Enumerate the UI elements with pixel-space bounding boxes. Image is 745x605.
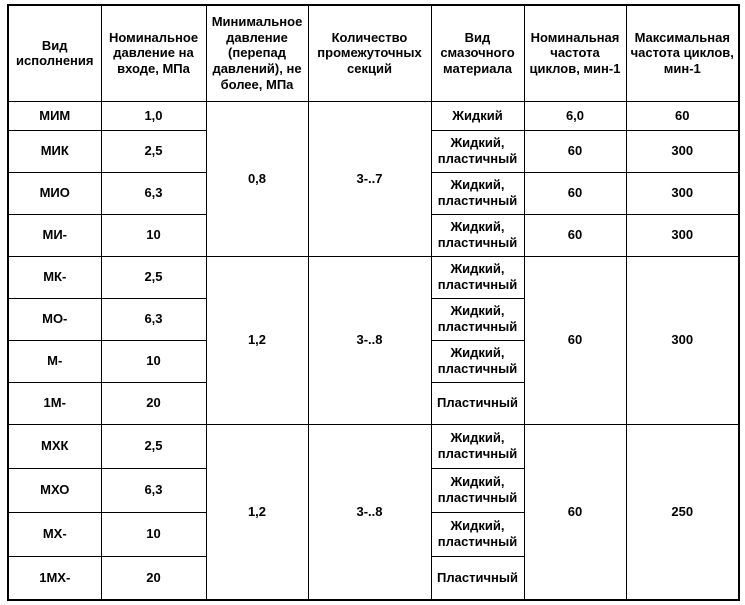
lubricant-cell: Жидкий, пластичный xyxy=(431,172,524,214)
lubricant-cell: Жидкий, пластичный xyxy=(431,130,524,172)
pressure-cell: 6,3 xyxy=(101,298,206,340)
lubricant-cell: Жидкий, пластичный xyxy=(431,424,524,468)
model-cell: МХК xyxy=(8,424,101,468)
model-cell: МХ- xyxy=(8,512,101,556)
nominal-freq-cell: 60 xyxy=(524,424,626,600)
pressure-cell: 20 xyxy=(101,556,206,600)
header-nominal-frequency: Номинальная частота циклов, мин-1 xyxy=(524,5,626,101)
pressure-cell: 20 xyxy=(101,382,206,424)
model-cell: МО- xyxy=(8,298,101,340)
model-cell: 1МХ- xyxy=(8,556,101,600)
min-pressure-cell: 1,2 xyxy=(206,256,308,424)
model-cell: МК- xyxy=(8,256,101,298)
sections-cell: 3-..8 xyxy=(308,424,431,600)
min-pressure-cell: 0,8 xyxy=(206,101,308,256)
lubricant-cell: Жидкий xyxy=(431,101,524,130)
nominal-freq-cell: 60 xyxy=(524,130,626,172)
model-cell: МИ- xyxy=(8,214,101,256)
max-freq-cell: 60 xyxy=(626,101,739,130)
lubricant-cell: Жидкий, пластичный xyxy=(431,298,524,340)
table-row xyxy=(8,101,739,130)
pressure-cell: 10 xyxy=(101,512,206,556)
header-min-pressure: Минимальное давление (перепад давлений), не более, МПа xyxy=(206,5,308,101)
table-row xyxy=(8,424,739,468)
header-sections-count: Количество промежуточных секций xyxy=(308,5,431,101)
lubricant-cell: Жидкий, пластичный xyxy=(431,214,524,256)
nominal-freq-cell: 60 xyxy=(524,172,626,214)
max-freq-cell: 300 xyxy=(626,256,739,424)
pressure-cell: 10 xyxy=(101,340,206,382)
model-cell: МИМ xyxy=(8,101,101,130)
header-execution-type: Вид исполнения xyxy=(8,5,101,101)
sections-cell: 3-..8 xyxy=(308,256,431,424)
table-row xyxy=(8,256,739,298)
lubricant-cell: Жидкий, пластичный xyxy=(431,256,524,298)
model-cell: МХО xyxy=(8,468,101,512)
model-cell: МИО xyxy=(8,172,101,214)
max-freq-cell: 300 xyxy=(626,130,739,172)
lubricant-cell: Жидкий, пластичный xyxy=(431,512,524,556)
pressure-cell: 6,3 xyxy=(101,468,206,512)
lubricant-cell: Жидкий, пластичный xyxy=(431,468,524,512)
header-nominal-pressure: Номинальное давление на входе, МПа xyxy=(101,5,206,101)
pressure-cell: 1,0 xyxy=(101,101,206,130)
header-row xyxy=(8,5,739,101)
model-cell: 1М- xyxy=(8,382,101,424)
header-max-frequency: Максимальная частота циклов, мин-1 xyxy=(626,5,739,101)
model-cell: М- xyxy=(8,340,101,382)
sections-cell: 3-..7 xyxy=(308,101,431,256)
min-pressure-cell: 1,2 xyxy=(206,424,308,600)
pressure-cell: 2,5 xyxy=(101,424,206,468)
pressure-cell: 6,3 xyxy=(101,172,206,214)
lubricant-cell: Пластичный xyxy=(431,556,524,600)
max-freq-cell: 300 xyxy=(626,172,739,214)
pressure-cell: 10 xyxy=(101,214,206,256)
spec-table xyxy=(7,4,740,601)
nominal-freq-cell: 6,0 xyxy=(524,101,626,130)
header-lubricant-type: Вид смазочного материала xyxy=(431,5,524,101)
nominal-freq-cell: 60 xyxy=(524,256,626,424)
max-freq-cell: 300 xyxy=(626,214,739,256)
lubricant-cell: Пластичный xyxy=(431,382,524,424)
pressure-cell: 2,5 xyxy=(101,256,206,298)
pressure-cell: 2,5 xyxy=(101,130,206,172)
max-freq-cell: 250 xyxy=(626,424,739,600)
lubricant-cell: Жидкий, пластичный xyxy=(431,340,524,382)
nominal-freq-cell: 60 xyxy=(524,214,626,256)
model-cell: МИК xyxy=(8,130,101,172)
